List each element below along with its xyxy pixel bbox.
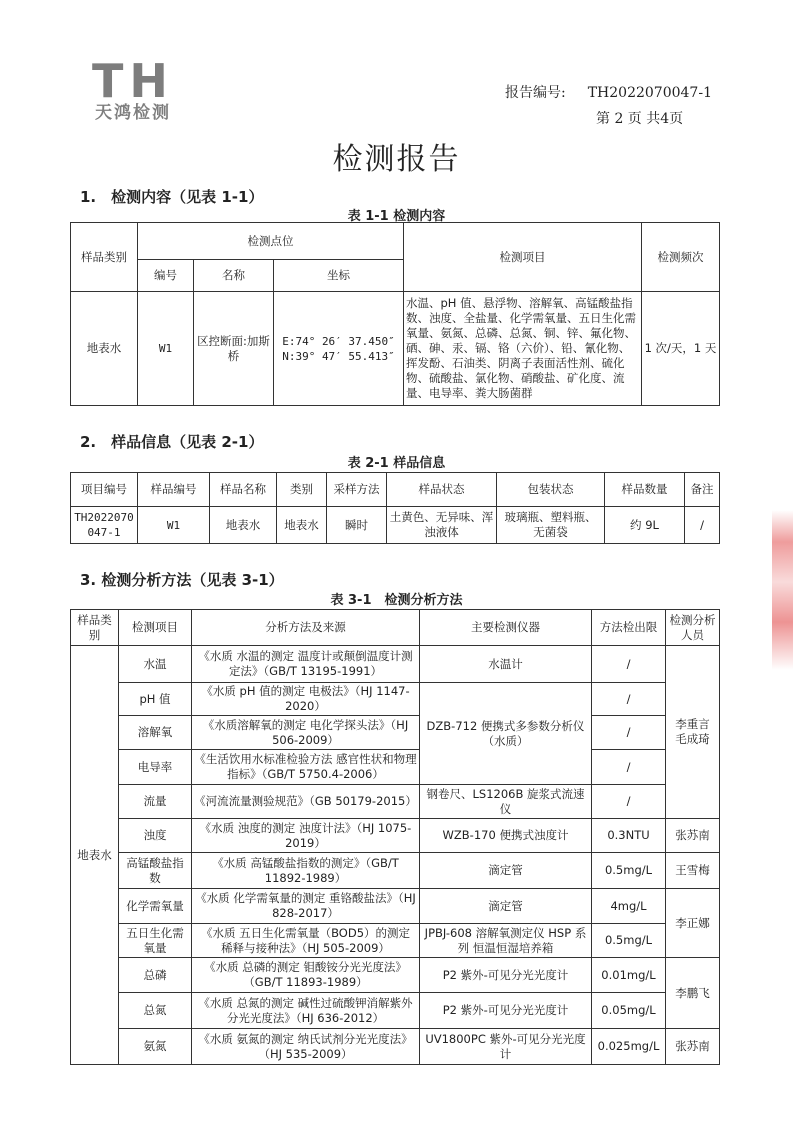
cell-freq: 1 次/天，1 天 [642,292,720,406]
cell3-sample-type: 地表水 [71,646,119,1065]
analyst-group-3: 王雪梅 [666,853,720,889]
th-sample-type: 样品类别 [71,223,138,292]
table-row-limit: 0.05mg/L [592,993,666,1029]
table2-caption: 表 2-1 样品信息 [347,456,446,471]
table-row-method: 《水质 氨氮的测定 纳氏试剂分光光度法》（HJ 535-2009） [192,1029,420,1065]
logo-letters: TH [92,54,174,108]
th3-method: 分析方法及来源 [192,610,420,646]
th2-sample-state: 样品状态 [387,473,497,507]
instrument-titration-2: 滴定管 [420,889,592,924]
table-row-method: 《水质 浊度的测定 浊度计法》（HJ 1075-2019） [192,819,420,853]
table-row-method: 《水质 高锰酸盐指数的测定》（GB/T 11892-1989） [192,853,420,889]
table-row-limit: 0.3NTU [592,819,666,853]
table-row-limit: 4mg/L [592,889,666,924]
table-row-limit: 0.5mg/L [592,924,666,958]
cell-sample-type: 地表水 [71,292,138,406]
report-number-label: 报告编号: [505,85,566,101]
table-row-method: 《河流流量测验规范》（GB 50179-2015） [192,785,420,819]
cell2-package-state: 玻璃瓶、塑料瓶、无菌袋 [497,507,605,544]
table-row-limit: / [592,750,666,785]
analyst-group-4: 李正娜 [666,889,720,958]
table-row-limit: 0.01mg/L [592,958,666,993]
th3-analyst: 检测分析人员 [666,610,720,646]
coord-e: E:74° 26′ 37.450″ [282,334,395,348]
analyst-group-2: 张苏南 [666,819,720,853]
table-analysis-methods [70,609,720,1065]
th3-sample-type: 样品类别 [71,610,119,646]
page-title: 检测报告 [332,142,461,177]
th3-item: 检测项目 [119,610,192,646]
analyst-group-1: 李重言 毛成琦 [666,646,720,819]
cell2-sample-name: 地表水 [210,507,277,544]
table-row-method: 《水质 总磷的测定 钼酸铵分光光度法》（GB/T 11893-1989） [192,958,420,993]
table-row-limit: / [592,716,666,750]
table-row-method: 《水质 水温的测定 温度计或颠倒温度计测定法》（GB/T 13195-1991） [192,646,420,683]
instrument-uv-2: P2 紫外-可见分光光度计 [420,993,592,1029]
th2-project-no: 项目编号 [71,473,138,507]
th2-remark: 备注 [685,473,720,507]
analyst-group-6: 张苏南 [666,1029,720,1065]
table-row-item: 水温 [119,646,192,683]
table-row-method: 《水质 化学需氧量的测定 重铬酸盐法》（HJ 828-2017） [192,889,420,924]
instrument-water-temp: 水温计 [420,646,592,683]
cell-items: 水温、pH 值、悬浮物、溶解氧、高锰酸盐指数、浊度、全盐量、化学需氧量、五日生化需氧量、氨氮、总磷、总氮、铜、锌、氟化物、硒、砷、汞、镉、铬（六价）、铅、氰化物、挥发酚、石油类、阴离子表面活性剂、硫化物、硫酸盐、氯化物、硝酸盐、矿化度、流量、电导率、粪大肠菌群 [404,292,642,406]
instrument-uv-1: P2 紫外-可见分光光度计 [420,958,592,993]
table-sample-info [70,472,720,544]
th-coord: 坐标 [274,260,404,292]
th-items: 检测项目 [404,223,642,292]
table-row-item: 浊度 [119,819,192,853]
table-row-item: 溶解氧 [119,716,192,750]
section3-heading: 3. 检测分析方法（见表 3-1） [80,571,284,589]
report-number-value: TH2022070047-1 [587,85,712,101]
th-name: 名称 [194,260,274,292]
cell-coord [274,292,404,406]
th2-category: 类别 [277,473,327,507]
table-row-item: 流量 [119,785,192,819]
instrument-turbidity: WZB-170 便携式浊度计 [420,819,592,853]
seal-stamp-edge [772,510,793,670]
th-freq: 检测频次 [642,223,720,292]
th2-sample-name: 样品名称 [210,473,277,507]
cell2-remark: / [685,507,720,544]
table-row-item: 氨氮 [119,1029,192,1065]
table-row-item: 五日生化需氧量 [119,924,192,958]
table-row-item: 化学需氧量 [119,889,192,924]
instrument-multi-parameter: DZB-712 便携式多参数分析仪（水质） [420,683,592,785]
coord-n: N:39° 47′ 55.413″ [282,349,395,363]
th-no: 编号 [138,260,194,292]
cell2-sample-no: W1 [138,507,210,544]
instrument-titration-1: 滴定管 [420,853,592,889]
table-row-limit: / [592,646,666,683]
table-row-item: 电导率 [119,750,192,785]
table-row-method: 《水质 五日生化需氧量（BOD5）的测定 稀释与接种法》（HJ 505-2009） [192,924,420,958]
table3-caption: 表 3-1 检测分析方法 [330,593,463,608]
table-row-method: 《水质溶解氧的测定 电化学探头法》（HJ 506-2009） [192,716,420,750]
table-row-limit: / [592,683,666,716]
table-row-limit: / [592,785,666,819]
table-row-method: 《水质 pH 值的测定 电极法》（HJ 1147-2020） [192,683,420,716]
th2-quantity: 样品数量 [605,473,685,507]
cell2-sampling-method: 瞬时 [327,507,387,544]
table-row-method: 《水质 总氮的测定 碱性过硫酸钾消解紫外分光光度法》（HJ 636-2012） [192,993,420,1029]
cell-name: 区控断面:加斯桥 [194,292,274,406]
cell2-quantity: 约 9L [605,507,685,544]
table-detection-content [70,222,720,406]
cell-no: W1 [138,292,194,406]
table-row-limit: 0.5mg/L [592,853,666,889]
table-row-item: pH 值 [119,683,192,716]
instrument-flow: 钢卷尺、LS1206B 旋浆式流速仪 [420,785,592,819]
th3-instrument: 主要检测仪器 [420,610,592,646]
table1-caption: 表 1-1 检测内容 [347,209,446,224]
section2-heading: 2. 样品信息（见表 2-1） [80,433,264,451]
th-point: 检测点位 [138,223,404,260]
table-row-item: 高锰酸盐指数 [119,853,192,889]
th3-limit: 方法检出限 [592,610,666,646]
th2-sampling-method: 采样方法 [327,473,387,507]
table-row-item: 总氮 [119,993,192,1029]
cell2-category: 地表水 [277,507,327,544]
instrument-bod: JPBJ-608 溶解氧测定仪 HSP 系列 恒温恒湿培养箱 [420,924,592,958]
cell2-sample-state: 土黄色、无异味、浑浊液体 [387,507,497,544]
th2-sample-no: 样品编号 [138,473,210,507]
table-row-method: 《生活饮用水标准检验方法 感官性状和物理指标》（GB/T 5750.4-2006） [192,750,420,785]
cell2-project-no: TH2022070047-1 [71,507,138,544]
logo-company-name: 天鸿检测 [95,103,171,123]
page-info: 第 2 页 共4页 [596,111,684,127]
th2-package-state: 包装状态 [497,473,605,507]
table-row-limit: 0.025mg/L [592,1029,666,1065]
report-number [505,82,712,102]
analyst-group-5: 李鹏飞 [666,958,720,1029]
instrument-uv-3: UV1800PC 紫外-可见分光光度计 [420,1029,592,1065]
section1-heading: 1. 检测内容（见表 1-1） [80,188,264,206]
table-row-item: 总磷 [119,958,192,993]
